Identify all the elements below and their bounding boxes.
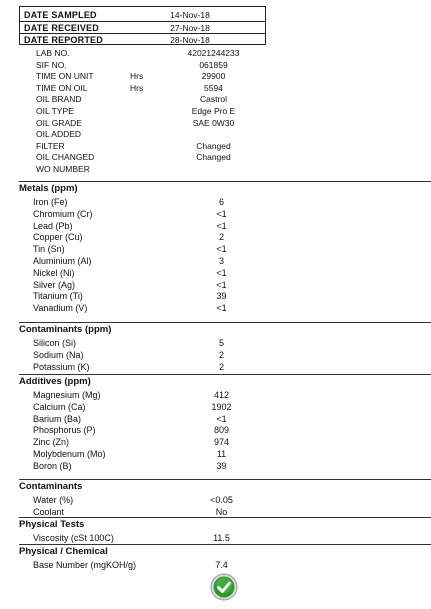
result-label: Silicon (Si)	[33, 338, 77, 348]
result-row	[19, 279, 431, 291]
result-value: <1	[216, 208, 227, 219]
section-divider	[19, 479, 431, 480]
result-row	[19, 413, 431, 425]
result-row	[19, 231, 431, 243]
section-title: Physical Tests	[19, 519, 85, 530]
result-label: Coolant	[33, 506, 65, 517]
info-value: Castrol	[200, 94, 227, 105]
date-sampled-value: 14-Nov-18	[170, 10, 210, 20]
info-row	[0, 82, 431, 94]
result-value: 2	[218, 361, 224, 372]
result-value: 5	[218, 338, 224, 348]
info-row	[0, 151, 431, 163]
result-row	[19, 302, 431, 314]
result-label: Tin (Sn)	[33, 244, 65, 255]
date-reported-value: 28-Nov-18	[170, 35, 210, 45]
info-label: OIL GRADE	[36, 117, 82, 128]
result-row	[19, 401, 431, 413]
info-row	[0, 163, 431, 175]
result-label: Iron (Fe)	[33, 197, 68, 207]
result-label: Molybdenum (Mo)	[33, 449, 106, 459]
result-label: Chromium (Cr)	[33, 208, 93, 219]
result-value: No	[215, 506, 228, 517]
result-value: <1	[216, 279, 227, 290]
info-value: 29900	[201, 71, 226, 82]
info-row	[0, 105, 431, 117]
info-label: TIME ON UNIT	[36, 71, 94, 82]
result-row	[19, 460, 431, 472]
result-label: Phosphorus (P)	[33, 425, 96, 436]
info-unit: Hrs	[130, 71, 144, 82]
info-value: 42021244233	[187, 48, 240, 58]
result-label: Magnesium (Mg)	[33, 390, 101, 400]
result-value: 39	[216, 291, 227, 302]
section-title: Additives (ppm)	[19, 376, 91, 387]
result-value: 412	[213, 390, 230, 400]
date-reported-row	[20, 33, 265, 46]
result-row	[19, 267, 431, 279]
result-label: Calcium (Ca)	[33, 401, 86, 412]
result-row	[19, 559, 431, 571]
info-row	[0, 59, 431, 71]
result-label: Viscosity (cSt 100C)	[33, 533, 114, 543]
result-row	[19, 361, 431, 373]
result-value: 7.4	[215, 560, 228, 570]
results-section	[19, 322, 431, 372]
info-label: OIL BRAND	[36, 94, 82, 105]
date-reported-label: DATE REPORTED	[24, 35, 103, 45]
result-label: Nickel (Ni)	[33, 267, 75, 278]
result-value: 2	[218, 349, 224, 360]
info-row	[0, 47, 431, 59]
results-section	[19, 181, 431, 314]
result-label: Vanadium (V)	[33, 303, 88, 314]
result-row	[19, 506, 431, 518]
check-ok-icon	[210, 573, 238, 601]
section-title: Contaminants (ppm)	[19, 324, 112, 335]
result-row	[19, 255, 431, 267]
result-label: Barium (Ba)	[33, 413, 82, 424]
result-row	[19, 208, 431, 220]
result-value: <1	[216, 244, 227, 255]
section-divider	[19, 544, 431, 545]
sample-dates-box	[19, 6, 266, 45]
result-value: <1	[216, 303, 227, 314]
result-row	[19, 532, 431, 544]
result-value: 2	[218, 232, 224, 243]
info-row	[0, 93, 431, 105]
info-value: 5594	[204, 82, 223, 93]
info-value: 061859	[199, 59, 228, 70]
result-row	[19, 290, 431, 302]
info-row	[0, 140, 431, 152]
date-received-value: 27-Nov-18	[170, 23, 210, 33]
info-value: Edge Pro E	[191, 106, 236, 116]
result-label: Water (%)	[33, 495, 74, 505]
result-row	[19, 494, 431, 506]
info-row	[0, 70, 431, 82]
result-value: <1	[216, 413, 227, 424]
info-label: OIL CHANGED	[36, 152, 95, 163]
result-row	[19, 196, 431, 208]
result-row	[19, 436, 431, 448]
result-value: 1902	[211, 401, 232, 412]
result-row	[19, 349, 431, 361]
result-label: Zinc (Zn)	[33, 437, 69, 448]
info-label: SIF NO.	[36, 59, 67, 70]
info-row	[0, 128, 431, 140]
result-row	[19, 337, 431, 349]
section-title: Contaminants	[19, 481, 83, 492]
results-section	[19, 517, 431, 544]
result-label: Lead (Pb)	[33, 220, 73, 231]
info-row	[0, 117, 431, 129]
result-value: <1	[216, 220, 227, 231]
result-label: Titanium (Ti)	[33, 291, 83, 302]
result-label: Base Number (mgKOH/g)	[33, 560, 137, 570]
info-label: OIL ADDED	[36, 129, 82, 140]
info-label: FILTER	[36, 140, 65, 151]
date-sampled-label: DATE SAMPLED	[24, 10, 97, 20]
result-row	[19, 448, 431, 460]
section-divider	[19, 517, 431, 518]
info-value: SAE 0W30	[192, 117, 235, 128]
result-label: Aluminium (Al)	[33, 256, 92, 266]
info-label: LAB NO.	[36, 48, 70, 58]
result-value: 974	[213, 437, 230, 448]
result-value: <1	[216, 267, 227, 278]
section-title: Physical / Chemical	[19, 546, 108, 557]
date-sampled-row	[20, 9, 265, 21]
section-divider	[19, 322, 431, 323]
result-row	[19, 243, 431, 255]
info-unit: Hrs	[130, 82, 144, 93]
section-divider	[19, 181, 431, 182]
results-section	[19, 374, 431, 472]
results-section	[19, 544, 431, 571]
result-label: Potassium (K)	[33, 361, 90, 372]
date-received-label: DATE RECEIVED	[24, 23, 99, 33]
result-label: Silver (Ag)	[33, 279, 76, 290]
result-value: 39	[216, 460, 227, 471]
result-label: Copper (Cu)	[33, 232, 83, 243]
result-value: 3	[218, 256, 224, 266]
section-title: Metals (ppm)	[19, 183, 78, 194]
info-label: OIL TYPE	[36, 106, 74, 116]
result-value: 11.5	[213, 533, 230, 543]
result-row	[19, 424, 431, 436]
result-value: 11	[216, 449, 227, 459]
info-label: TIME ON OIL	[36, 82, 88, 93]
result-value: 6	[218, 197, 224, 207]
result-row	[19, 389, 431, 401]
result-row	[19, 220, 431, 232]
result-label: Boron (B)	[33, 460, 72, 471]
result-value: <0.05	[210, 495, 233, 505]
result-label: Sodium (Na)	[33, 349, 84, 360]
info-value: Changed	[196, 152, 231, 163]
result-value: 809	[213, 425, 230, 436]
results-section	[19, 479, 431, 518]
section-divider	[19, 374, 431, 375]
info-value: Changed	[196, 140, 231, 151]
info-label: WO NUMBER	[36, 164, 90, 174]
